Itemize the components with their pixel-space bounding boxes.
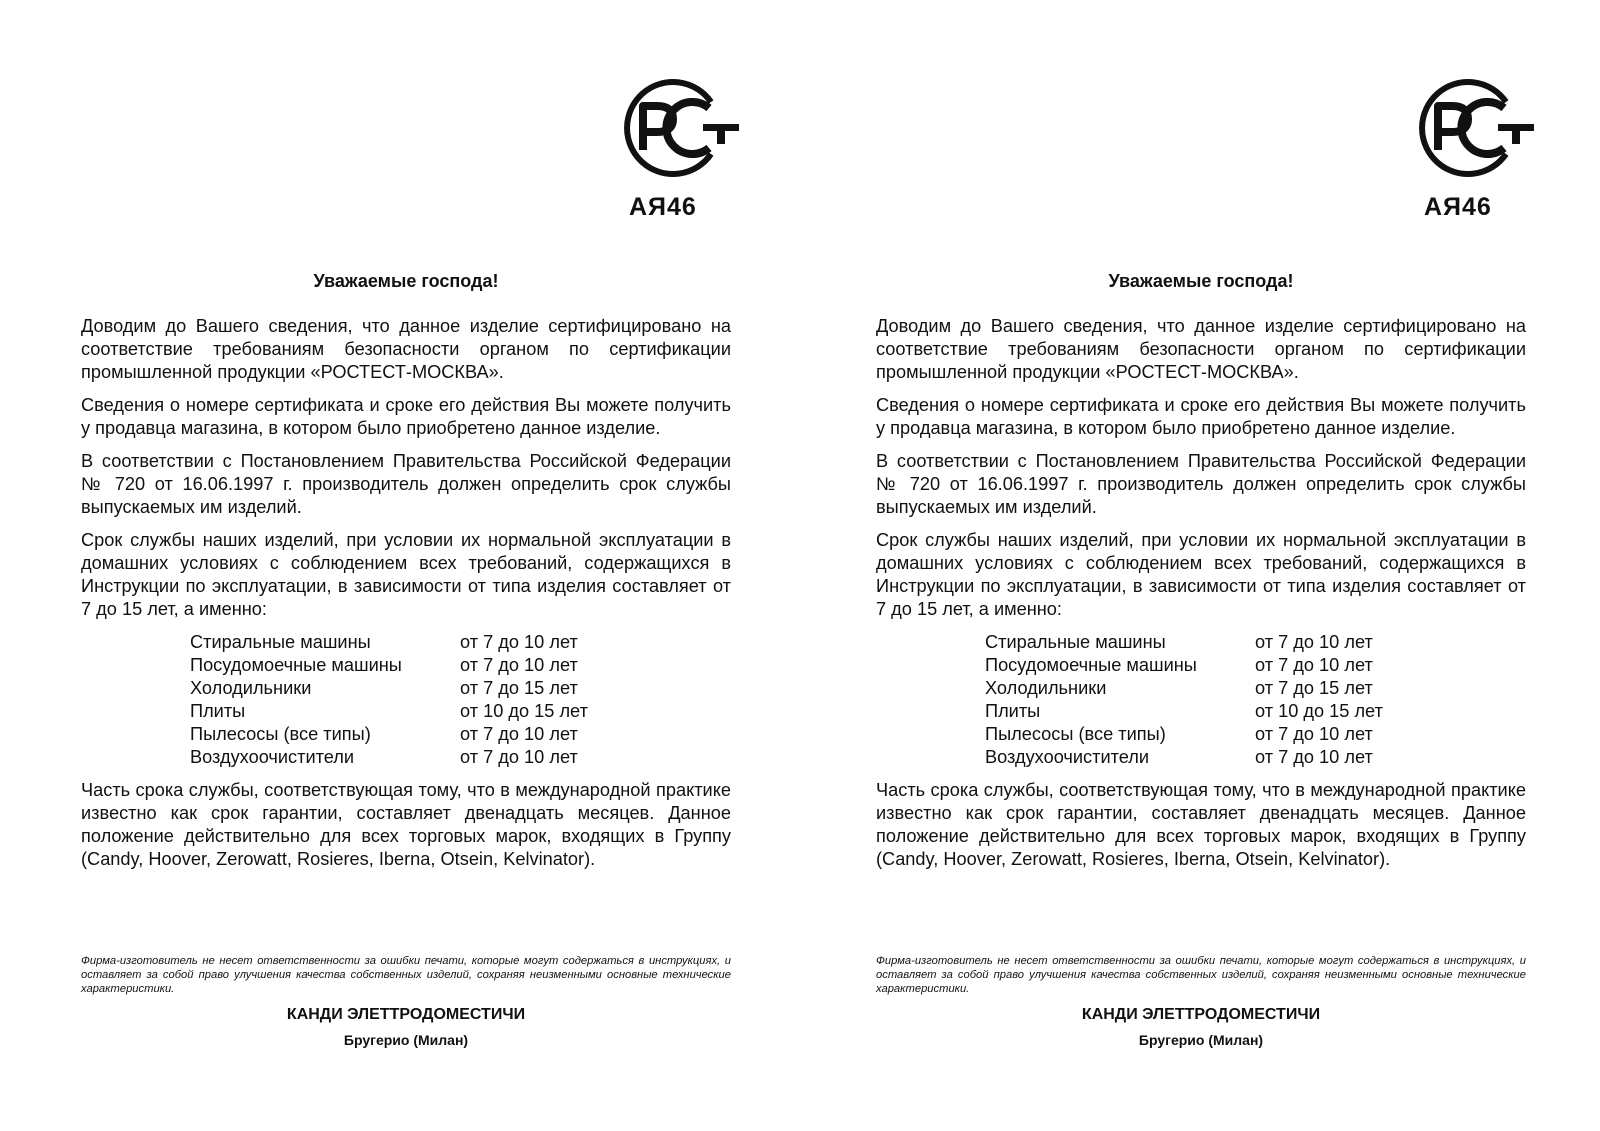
page-left — [81, 0, 731, 1131]
paragraph-government-decree: В соответствии с Постановлением Правительства Российской Федерации № 720 от 16.06.1997 г. производитель должен определить срок службы выпускаемых им изделий. — [876, 451, 1526, 517]
certificate-code: АЯ46 — [1424, 193, 1492, 221]
company-name: КАНДИ ЭЛЕТТРОДОМЕСТИЧИ — [1081, 1006, 1321, 1023]
product-name: Посудомоечные машины — [190, 655, 402, 675]
paragraph-certification: Доводим до Вашего сведения, что данное изделие сертифицировано на соответствие требованиям безопасности органом по сертификации промышленной продукции «РОСТЕСТ-МОСКВА». — [876, 316, 1526, 382]
service-term: от 10 до 15 лет — [1255, 701, 1383, 721]
service-term: от 7 до 10 лет — [1255, 655, 1373, 675]
table-row — [985, 631, 1383, 654]
table-row — [190, 746, 588, 769]
rst-certification-logo — [1406, 78, 1536, 178]
company-city: Бругерио (Милан) — [343, 1032, 469, 1048]
table-row — [190, 631, 588, 654]
product-name: Пылесосы (все типы) — [190, 724, 371, 744]
paragraph-service-life: Срок службы наших изделий, при условии их нормальной эксплуатации в домашних условиях с соблюдением всех требований, содержащихся в Инструкции по эксплуатации, в зависимости от типа изделия составляет от 7 до 15 лет, а именно: — [81, 530, 731, 619]
product-name: Стиральные машины — [190, 632, 371, 652]
service-life-table — [190, 631, 588, 769]
service-term: от 10 до 15 лет — [460, 701, 588, 721]
paragraph-certificate-info: Сведения о номере сертификата и сроке его действия Вы можете получить у продавца магазина, в котором было приобретено данное изделие. — [81, 395, 731, 438]
service-term: от 7 до 10 лет — [1255, 724, 1373, 744]
body-text — [81, 315, 731, 881]
paragraph-warranty: Часть срока службы, соответствующая тому, что в международной практике известно как срок гарантии, составляет двенадцать месяцев. Данное положение действительно для всех торговых марок, входящих в Группу (Candy, Hoover, Zerowatt, Rosieres, Iberna, Otsein, Kelvinator). — [876, 780, 1526, 869]
service-term: от 7 до 15 лет — [460, 678, 578, 698]
product-name: Пылесосы (все типы) — [985, 724, 1166, 744]
service-term: от 7 до 10 лет — [1255, 632, 1373, 652]
paragraph-warranty: Часть срока службы, соответствующая тому, что в международной практике известно как срок гарантии, составляет двенадцать месяцев. Данное положение действительно для всех торговых марок, входящих в Группу (Candy, Hoover, Zerowatt, Rosieres, Iberna, Otsein, Kelvinator). — [81, 780, 731, 869]
table-row — [985, 723, 1383, 746]
greeting-heading: Уважаемые господа! — [313, 271, 499, 291]
paragraph-government-decree: В соответствии с Постановлением Правительства Российской Федерации № 720 от 16.06.1997 г. производитель должен определить срок службы выпускаемых им изделий. — [81, 451, 731, 517]
service-term: от 7 до 10 лет — [1255, 747, 1373, 767]
table-row — [190, 700, 588, 723]
product-name: Холодильники — [190, 678, 312, 698]
service-life-table — [985, 631, 1383, 769]
product-name: Плиты — [985, 701, 1041, 721]
service-term: от 7 до 10 лет — [460, 632, 578, 652]
service-term: от 7 до 10 лет — [460, 655, 578, 675]
product-name: Воздухоочистители — [985, 747, 1150, 767]
product-name: Холодильники — [985, 678, 1107, 698]
table-row — [985, 746, 1383, 769]
page-right — [876, 0, 1526, 1131]
certificate-code: АЯ46 — [629, 193, 697, 221]
disclaimer-text: Фирма-изготовитель не несет ответственности за ошибки печати, которые могут содержаться в инструкциях, и оставляет за собой право улучшения качества собственных изделий, сохраняя неизменными основные технические характеристики. — [81, 955, 731, 995]
company-city: Бругерио (Милан) — [1138, 1032, 1264, 1048]
table-row — [190, 654, 588, 677]
product-name: Воздухоочистители — [190, 747, 355, 767]
service-term: от 7 до 10 лет — [460, 724, 578, 744]
product-name: Посудомоечные машины — [985, 655, 1197, 675]
service-term: от 7 до 15 лет — [1255, 678, 1373, 698]
table-row — [985, 654, 1383, 677]
table-row — [985, 677, 1383, 700]
paragraph-certification: Доводим до Вашего сведения, что данное изделие сертифицировано на соответствие требованиям безопасности органом по сертификации промышленной продукции «РОСТЕСТ-МОСКВА». — [81, 316, 731, 382]
rst-certification-logo — [611, 78, 741, 178]
service-term: от 7 до 10 лет — [460, 747, 578, 767]
body-text — [876, 315, 1526, 881]
table-row — [190, 723, 588, 746]
table-row — [190, 677, 588, 700]
company-name: КАНДИ ЭЛЕТТРОДОМЕСТИЧИ — [286, 1006, 526, 1023]
paragraph-service-life: Срок службы наших изделий, при условии их нормальной эксплуатации в домашних условиях с соблюдением всех требований, содержащихся в Инструкции по эксплуатации, в зависимости от типа изделия составляет от 7 до 15 лет, а именно: — [876, 530, 1526, 619]
product-name: Плиты — [190, 701, 246, 721]
table-row — [985, 700, 1383, 723]
product-name: Стиральные машины — [985, 632, 1166, 652]
paragraph-certificate-info: Сведения о номере сертификата и сроке его действия Вы можете получить у продавца магазина, в котором было приобретено данное изделие. — [876, 395, 1526, 438]
greeting-heading: Уважаемые господа! — [1108, 271, 1294, 291]
disclaimer-text: Фирма-изготовитель не несет ответственности за ошибки печати, которые могут содержаться в инструкциях, и оставляет за собой право улучшения качества собственных изделий, сохраняя неизменными основные технические характеристики. — [876, 955, 1526, 995]
